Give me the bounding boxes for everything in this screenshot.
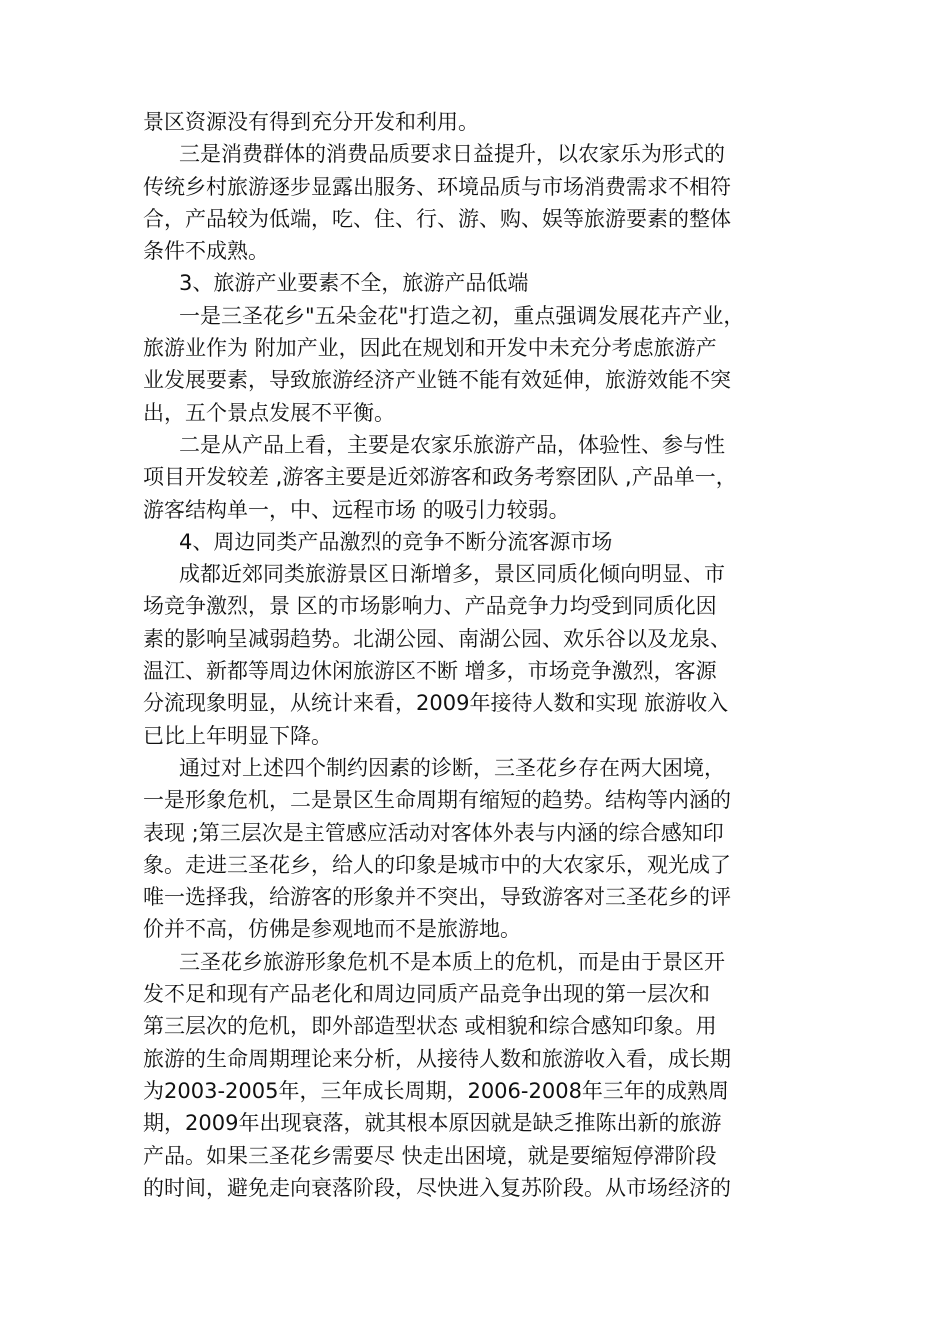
- section-heading: 3、旅游产业要素不全，旅游产品低端: [179, 271, 529, 296]
- paragraph-start-line: 通过对上述四个制约因素的诊断，三圣花乡存在两大困境，: [179, 755, 725, 780]
- text-line: 唯一选择我，给游客的形象并不突出，导致游客对三圣花乡的评: [143, 885, 731, 910]
- paragraph-start-line: 成都近郊同类旅游景区日渐增多，景区同质化倾向明显、市: [179, 562, 725, 587]
- text-line: 条件不成熟。: [143, 239, 269, 264]
- text-line: 第三层次的危机，即外部造型状态 或相貌和综合感知印象。用: [143, 1014, 717, 1039]
- text-line: 温江、新都等周边休闲旅游区不断 增多，市场竞争激烈，客源: [143, 659, 717, 684]
- text-line: 分流现象明显，从统计来看，2009年接待人数和实现 旅游收入: [143, 691, 729, 716]
- text-line: 业发展要素，导致旅游经济产业链不能有效延伸，旅游效能不突: [143, 368, 731, 393]
- paragraph-start-line: 三是消费群体的消费品质要求日益提升，以农家乐为形式的: [179, 142, 725, 167]
- text-line: 的时间，避免走向衰落阶段，尽快进入复苏阶段。从市场经济的: [143, 1175, 731, 1200]
- text-line: 为2003-2005年，三年成长周期，2006-2008年三年的成熟周: [143, 1078, 729, 1103]
- text-line: 表现 ;第三层次是主管感应活动对客体外表与内涵的综合感知印: [143, 820, 724, 845]
- text-line: 发不足和现有产品老化和周边同质产品竞争出现的第一层次和: [143, 982, 710, 1007]
- document-body: [143, 106, 813, 1204]
- text-line: 价并不高，仿佛是参观地而不是旅游地。: [143, 917, 521, 942]
- text-line: 场竞争激烈，景 区的市场影响力、产品竞争力均受到同质化因: [143, 594, 717, 619]
- text-line: 传统乡村旅游逐步显露出服务、环境品质与市场消费需求不相符: [143, 174, 731, 199]
- text-line: 已比上年明显下降。: [143, 723, 332, 748]
- paragraph-start-line: 一是三圣花乡"五朵金花"打造之初，重点强调发展花卉产业，: [179, 303, 745, 328]
- text-line: 旅游的生命周期理论来分析，从接待人数和旅游收入看，成长期: [143, 1046, 731, 1071]
- text-line: 象。走进三圣花乡，给人的印象是城市中的大农家乐，观光成了: [143, 852, 731, 877]
- text-line: 项目开发较差 ,游客主要是近郊游客和政务考察团队 ,产品单一，: [143, 465, 737, 490]
- text-line: 出，五个景点发展不平衡。: [143, 400, 395, 425]
- text-line: 一是形象危机，二是景区生命周期有缩短的趋势。结构等内涵的: [143, 788, 731, 813]
- text-line: 旅游业作为 附加产业，因此在规划和开发中未充分考虑旅游产: [143, 336, 717, 361]
- text-line: 合，产品较为低端，吃、住、行、游、购、娱等旅游要素的整体: [143, 206, 731, 231]
- text-line: 素的影响呈减弱趋势。北湖公园、南湖公园、欢乐谷以及龙泉、: [143, 626, 731, 651]
- paragraph-start-line: 二是从产品上看，主要是农家乐旅游产品，体验性、参与性: [179, 432, 725, 457]
- paragraph-start-line: 三圣花乡旅游形象危机不是本质上的危机，而是由于景区开: [179, 949, 725, 974]
- text-line: 期，2009年出现衰落，就其根本原因就是缺乏推陈出新的旅游: [143, 1111, 722, 1136]
- text-line: 景区资源没有得到充分开发和利用。: [143, 110, 479, 134]
- text-line: 游客结构单一，中、远程市场 的吸引力较弱。: [143, 497, 570, 522]
- text-line: 产品。如果三圣花乡需要尽 快走出困境，就是要缩短停滞阶段: [143, 1143, 717, 1168]
- section-heading: 4、周边同类产品激烈的竞争不断分流客源市场: [179, 529, 613, 554]
